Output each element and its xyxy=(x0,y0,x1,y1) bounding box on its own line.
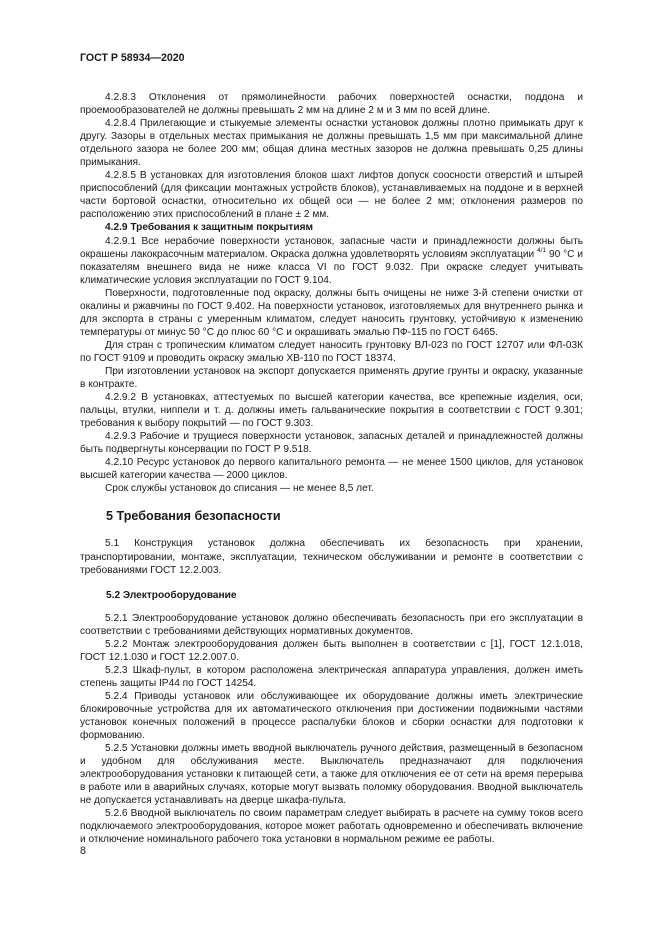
paragraph-surface-preparation: Поверхности, подготовленные под окраску, должны быть очищены не ниже 3-й степени очистки от окалины и ржавчины по ГОСТ 9.402. На поверхности установок, изготовляемых для внутреннего рынка и для экспорта в страны с умеренным климатом, следует наносить грунтовку, устойчивую к изменению температуры от минус 50 °С до плюс 60 °С и окрашивать эмалью ПФ-115 по ГОСТ 6465. xyxy=(80,287,583,338)
paragraph-5-2-2: 5.2.2 Монтаж электрооборудования должен быть выполнен в соответствии с [1], ГОСТ 12.1.018, ГОСТ 12.1.030 и ГОСТ 12.2.007.0. xyxy=(80,638,583,663)
paragraph-5-1: 5.1 Конструкция установок должна обеспечивать их безопасность при хранении, транспортировании, монтаже, эксплуатации, техническом обслуживании и ремонте в соответствии с требованиями ГОСТ 12.2.003. xyxy=(80,538,583,576)
paragraph-4-2-8-4: 4.2.8.4 Прилегающие и стыкуемые элементы оснастки установок должны плотно примыкать друг к другу. Зазоры в отдельных местах примыкания не должны превышать 1,5 мм при максимальной длине отдельного зазора не более 200 мм; общая длина местных зазоров не должна превышать 0,25 длины примыкания. xyxy=(80,118,583,169)
paragraph-4-2-9-1 xyxy=(80,235,583,287)
paragraph-export: При изготовлении установок на экспорт допускается применять другие грунты и окраску, указанные в контракте. xyxy=(80,365,583,391)
document-body xyxy=(80,91,583,846)
section-heading-5: 5 Требования безопасности xyxy=(106,509,281,524)
paragraph-4-2-8-3: 4.2.8.3 Отклонения от прямолинейности рабочих поверхностей оснастки, поддона и проемообразователей не должны превышать 2 мм на длине 2 м и 3 мм по всей длине. xyxy=(80,92,583,117)
subheading-5-2: 5.2 Электрооборудование xyxy=(106,589,237,601)
paragraph-5-2-3: 5.2.3 Шкаф-пульт, в котором расположена электрическая аппаратура управления, должен иметь степень защиты IP44 по ГОСТ 14254. xyxy=(80,664,583,689)
paragraph-4-2-9-3: 4.2.9.3 Рабочие и трущиеся поверхности установок, запасных деталей и принадлежностей должны быть подвергнуты консервации по ГОСТ Р 9.518. xyxy=(80,431,583,456)
paragraph-tropical-climate: Для стран с тропическим климатом следует наносить грунтовку ВЛ-023 по ГОСТ 12707 или ФЛ-03К по ГОСТ 9109 и проводить окраску эмалью ХВ-110 по ГОСТ 18374. xyxy=(80,339,583,364)
document-header: ГОСТ Р 58934—2020 xyxy=(80,52,185,64)
paragraph-4-2-9-2: 4.2.9.2 В установках, аттестуемых по высшей категории качества, все крепежные изделия, оси, пальцы, втулки, ниппели и т. д. должны иметь гальванические покрытия в соответствии с ГОСТ 9.301; требования к выбору покрытий — по ГОСТ 9.303. xyxy=(80,392,583,430)
page-number: 8 xyxy=(80,845,86,857)
paragraph-4-2-10: 4.2.10 Ресурс установок до первого капитального ремонта — не менее 1500 циклов, для установок высшей категории качества — 2000 циклов. xyxy=(80,457,583,482)
paragraph-4-2-9-1-end: 90 °С и показателям внешнего вида не ниже класса VI по ГОСТ 9.032. При окраске следует учитывать климатические условия эксплуатации по ГОСТ 9.104. xyxy=(80,248,583,286)
paragraph-5-2-6: 5.2.6 Вводной выключатель по своим параметрам следует выбирать в расчете на сумму токов всего подключаемого электрооборудования, которое может работать одновременно и обеспечивать включение и отключение номинального рабочего тока установки в нормальном режиме ее работы. xyxy=(80,808,583,846)
paragraph-5-2-1: 5.2.1 Электрооборудование установок должно обеспечивать безопасность при его эксплуатации в соответствии с требованиями действующих нормативных документов. xyxy=(80,612,583,637)
paragraph-5-2-4: 5.2.4 Приводы установок или обслуживающее их оборудование должны иметь электрические блокировочные устройства для их автоматического отключения при достижении подвижными частями установок конечных положений в процессе распалубки блоков и сборки оснастки для подготовки к формованию. xyxy=(80,690,583,742)
subheading-4-2-9: 4.2.9 Требования к защитным покрытиям xyxy=(105,222,314,234)
paragraph-4-2-9-1-start: 4.2.9.1 Все нерабочие поверхности установок, запасные части и принадлежности должны быть окрашены лакокрасочным материалом. Окраска должна удовлетворять условиям эксплуатации xyxy=(80,235,583,260)
paragraph-5-2-5: 5.2.5 Установки должны иметь вводной выключатель ручного действия, размещенный в безопасном и удобном для обслуживания месте. Выключатель предназначают для подключения электрооборудования установки к питающей сети, а также для отключения ее от сети на время перерыва в работе или в аварийных случаях, которые могут вызвать поломку оборудования. Вводной выключатель не допускается устанавливать на дверце шкафа-пульта. xyxy=(80,743,583,807)
paragraph-service-life: Срок службы установок до списания — не менее 8,5 лет. xyxy=(105,483,374,495)
paragraph-4-2-8-5: 4.2.8.5 В установках для изготовления блоков шахт лифтов допуск соосности отверстий и штырей приспособлений (для фиксации монтажных устройств блоков), устанавливаемых на поддоне и в верхней части бортовой оснастки, относительно их общей оси — не более 2 мм; отклонения размеров по расположению этих приспособлений в плане ± 2 мм. xyxy=(80,170,583,221)
climate-class-superscript: 4/1 xyxy=(537,246,547,254)
